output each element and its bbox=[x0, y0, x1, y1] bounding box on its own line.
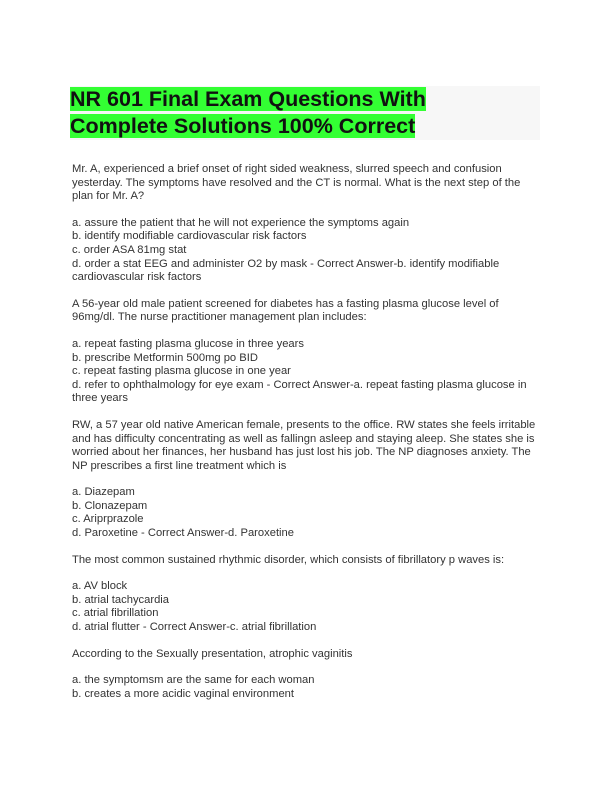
answer-options bbox=[72, 338, 542, 406]
question-block bbox=[72, 163, 542, 285]
question-stem: Mr. A, experienced a brief onset of right sided weakness, slurred speech and confusion yesterday. The symptoms have resolved and the CT is normal. What is the next step of the plan for Mr. A? bbox=[72, 163, 521, 203]
answer-option: c. Ariprprazole bbox=[72, 513, 144, 526]
answer-option: d. order a stat EEG and administer O2 by mask - Correct Answer-b. identify modifiable cardiovascular risk factors bbox=[72, 257, 500, 284]
question-stem: According to the Sexually presentation, atrophic vaginitis bbox=[72, 647, 353, 660]
answer-options bbox=[72, 580, 542, 634]
title-block bbox=[70, 86, 540, 140]
question-list bbox=[72, 163, 542, 714]
question-stem: The most common sustained rhythmic disorder, which consists of fibrillatory p waves is: bbox=[72, 553, 505, 566]
question-block bbox=[72, 419, 542, 541]
answer-option: a. assure the patient that he will not experience the symptoms again bbox=[72, 216, 410, 229]
question-stem: A 56-year old male patient screened for diabetes has a fasting plasma glucose level of 96mg/dl. The nurse practitioner management plan includes: bbox=[72, 297, 499, 324]
answer-option: d. refer to ophthalmology for eye exam - Correct Answer-a. repeat fasting plasma glucose in three years bbox=[72, 378, 527, 405]
title-line-2: Complete Solutions 100% Correct bbox=[70, 114, 416, 138]
question-block bbox=[72, 648, 542, 702]
answer-option: c. order ASA 81mg stat bbox=[72, 243, 187, 256]
answer-option: b. creates a more acidic vaginal environment bbox=[72, 687, 294, 700]
answer-option: a. Diazepam bbox=[72, 486, 135, 499]
answer-option: b. identify modifiable cardiovascular risk factors bbox=[72, 230, 307, 243]
question-block bbox=[72, 554, 542, 635]
answer-options bbox=[72, 674, 542, 701]
answer-option: b. Clonazepam bbox=[72, 499, 148, 512]
answer-option: c. repeat fasting plasma glucose in one year bbox=[72, 365, 291, 378]
answer-option: d. Paroxetine - Correct Answer-d. Paroxetine bbox=[72, 527, 294, 540]
answer-option: b. atrial tachycardia bbox=[72, 593, 170, 606]
answer-options bbox=[72, 217, 542, 285]
question-stem: RW, a 57 year old native American female, presents to the office. RW states she feels irritable and has difficulty concentrating as well as fallingn asleep and staying aleep. She states she is worried about her finances, her husband has just lost his job. The NP diagnoses anxiety. The NP prescribes a first line treatment which is bbox=[72, 418, 536, 472]
answer-options bbox=[72, 486, 542, 540]
question-block bbox=[72, 298, 542, 406]
answer-option: c. atrial fibrillation bbox=[72, 607, 159, 620]
document-title bbox=[70, 86, 540, 140]
answer-option: a. AV block bbox=[72, 580, 128, 593]
answer-option: a. repeat fasting plasma glucose in three years bbox=[72, 337, 304, 350]
answer-option: d. atrial flutter - Correct Answer-c. atrial fibrillation bbox=[72, 621, 317, 634]
answer-option: a. the symptomsm are the same for each woman bbox=[72, 674, 315, 687]
answer-option: b. prescribe Metformin 500mg po BID bbox=[72, 351, 258, 364]
title-line-1: NR 601 Final Exam Questions With bbox=[70, 87, 426, 111]
